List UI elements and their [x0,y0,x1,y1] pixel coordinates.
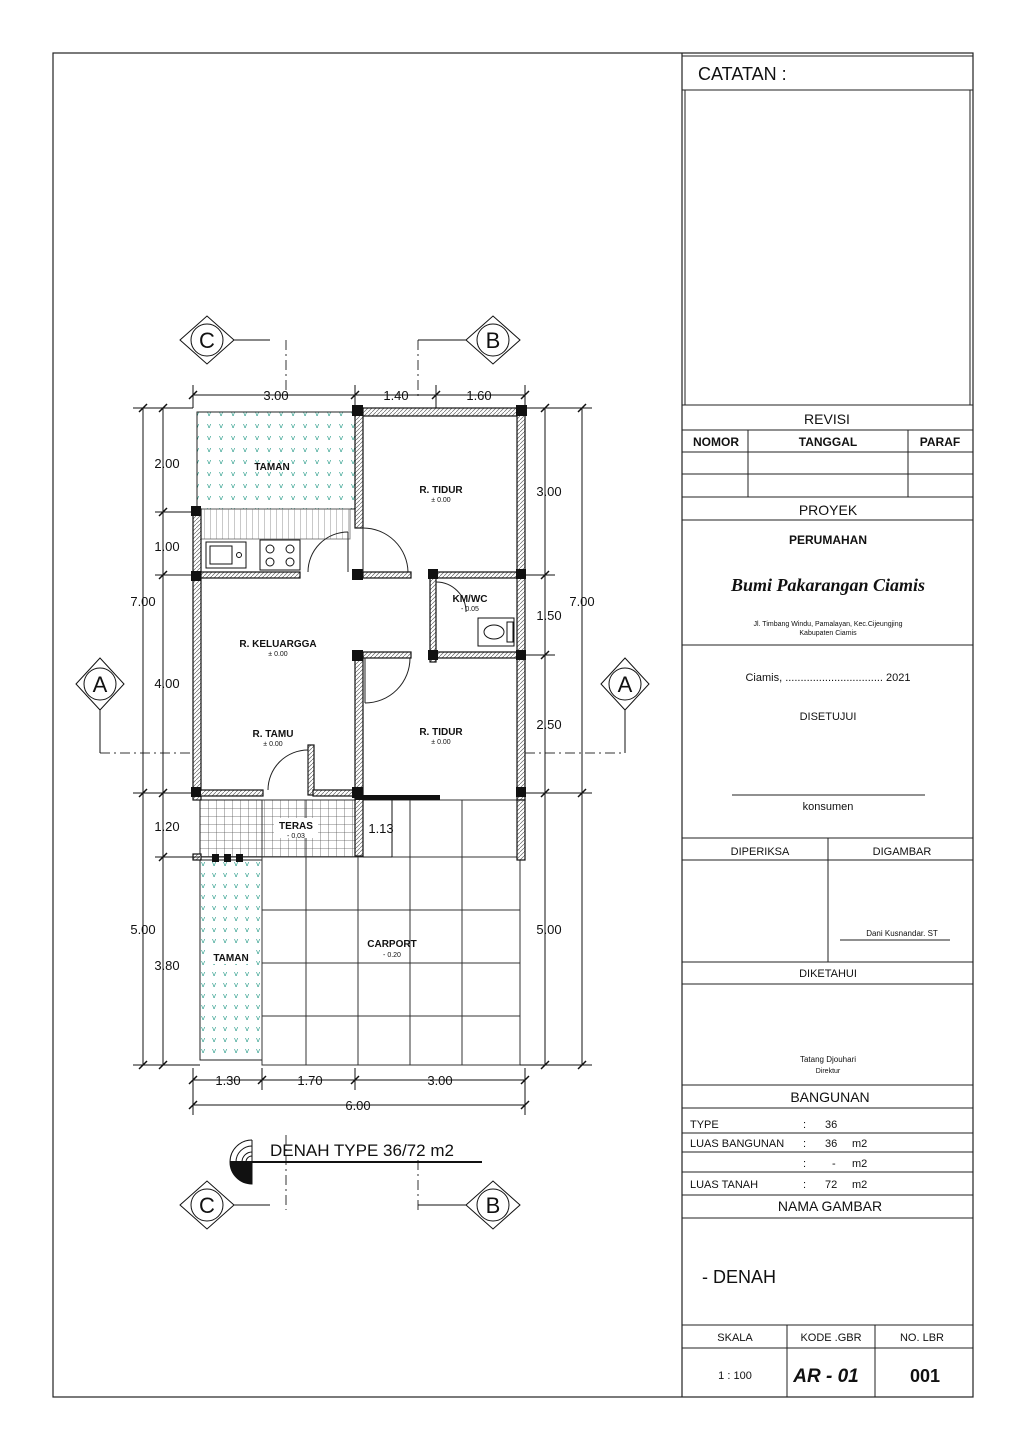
dim-left-outer-2: 5.00 [130,922,156,937]
room-tidur-1-level: ± 0.00 [431,497,451,504]
section-marker-b-top [466,316,520,364]
nama-gambar-label: NAMA GAMBAR [777,1198,883,1214]
row-luas-bangunan-value: 36 [825,1138,838,1150]
diperiksa-label: DIPERIKSA [730,846,790,858]
kitchen-fixtures [206,540,300,570]
revisi-label: REVISI [804,411,850,427]
dim-right-outer-1: 7.00 [569,594,595,609]
plan-title [230,1140,482,1184]
dim-bottom-3: 3.00 [427,1073,453,1088]
kitchen-counter-hatch [200,509,350,539]
section-marker-a-left [76,658,124,710]
dim-bottom-total: 6.00 [345,1098,371,1113]
director-title: Direktur [815,1068,841,1075]
skala-label: SKALA [717,1332,753,1344]
digambar-label: DIGAMBAR [872,846,932,858]
dim-bottom-1: 1.30 [215,1073,241,1088]
dim-top-3: 1.60 [466,388,492,403]
disetujui-label: DISETUJUI [799,711,857,723]
section-label-c-bottom: C [199,1193,215,1218]
section-label-b-bottom: B [485,1193,501,1218]
dim-left-4: 1.20 [154,819,180,834]
room-tidur-1: R. TIDUR [419,485,463,496]
row-type-label: TYPE [690,1119,719,1131]
row-empty-sep: : [803,1158,807,1170]
dim-left-outer-1: 7.00 [130,594,156,609]
row-luas-tanah-unit: m2 [852,1179,868,1191]
row-luas-bangunan-label: LUAS BANGUNAN [690,1138,785,1150]
row-type-value: 36 [825,1119,838,1131]
room-taman-top: TAMAN [254,462,290,473]
garden-top-area [197,412,355,509]
konsumen-label: konsumen [802,801,854,813]
room-keluarga-level: ± 0.00 [268,651,288,658]
room-tidur-2: R. TIDUR [419,727,463,738]
dim-left-1: 2.00 [154,456,180,471]
revisi-col-nomor: NOMOR [693,435,739,449]
no-lbr-value: 001 [909,1366,941,1386]
proyek-type: PERUMAHAN [789,533,867,547]
dim-bottom-2: 1.70 [297,1073,323,1088]
dim-right-3: 2.50 [536,717,562,732]
kode-label: KODE .GBR [800,1332,862,1344]
proyek-name: Bumi Pakarangan Ciamis [730,575,926,595]
row-luas-tanah-sep: : [803,1179,807,1191]
room-keluarga: R. KELUARGGA [239,639,317,650]
toilet-fixture [478,618,514,646]
row-empty-unit: m2 [852,1158,868,1170]
row-luas-tanah-value: 72 [825,1179,838,1191]
bangunan-label: BANGUNAN [790,1089,870,1105]
room-kmwc: KM/WC [452,594,488,605]
row-empty-value: - [832,1158,836,1170]
room-tamu: R. TAMU [252,729,294,740]
dim-right-2: 1.50 [536,608,562,623]
row-luas-tanah-label: LUAS TANAH [690,1179,759,1191]
room-carport: CARPORT [367,939,417,950]
section-marker-c-bottom [180,1181,234,1229]
section-marker-c-top [180,316,234,364]
section-label-a-right: A [617,672,633,697]
plan-title-text: DENAH TYPE 36/72 m2 [270,1141,454,1160]
drafter-name: Dani Kusnandar. ST [866,929,938,938]
dim-teras-extra: 1.13 [368,821,394,836]
section-label-c-top: C [199,328,215,353]
catatan-label: CATATAN : [698,64,787,84]
diketahui-label: DIKETAHUI [799,968,857,980]
row-type-sep: : [803,1119,807,1131]
dim-left-5: 3.80 [154,958,180,973]
title-block [682,56,973,1397]
dim-top-2: 1.40 [383,388,409,403]
room-tamu-level: ± 0.00 [263,741,283,748]
room-kmwc-level: - 0.05 [461,606,479,613]
director-name: Tatang Djouhari [799,1055,857,1064]
row-luas-bangunan-unit: m2 [852,1138,868,1150]
section-marker-a-right [601,658,649,710]
bangunan-rows [690,1119,867,1191]
room-carport-level: - 0.20 [383,952,401,959]
section-label-a-left: A [92,672,108,697]
kode-value: AR - 01 [793,1366,859,1387]
title-block-text [690,64,960,1387]
dim-left-3: 4.00 [154,676,180,691]
proyek-label: PROYEK [798,502,858,518]
dim-top-1: 3.00 [263,388,289,403]
revisi-col-tanggal: TANGGAL [798,435,858,449]
row-luas-bangunan-sep: : [803,1138,807,1150]
section-marker-b-bottom [466,1181,520,1229]
dim-right-outer-2: 5.00 [536,922,562,937]
date-line: Ciamis, ................................ 2021 [745,672,911,684]
skala-value: 1 : 100 [718,1370,752,1382]
dim-left-2: 1.00 [154,539,180,554]
section-label-b-top: B [485,328,501,353]
no-lbr-label: NO. LBR [899,1332,945,1344]
nama-gambar-value: - DENAH [702,1267,777,1287]
proyek-address-2: Kabupaten Ciamis [799,630,857,637]
room-teras: TERAS [279,821,313,832]
revisi-col-paraf: PARAF [919,435,961,449]
proyek-address-1: Jl. Timbang Windu, Pamalayan, Kec.Cijeungjing [753,621,903,628]
dim-right-1: 3.00 [536,484,562,499]
room-teras-level: - 0.03 [287,833,305,840]
room-tidur-2-level: ± 0.00 [431,739,451,746]
room-taman-bottom: TAMAN [213,953,249,964]
